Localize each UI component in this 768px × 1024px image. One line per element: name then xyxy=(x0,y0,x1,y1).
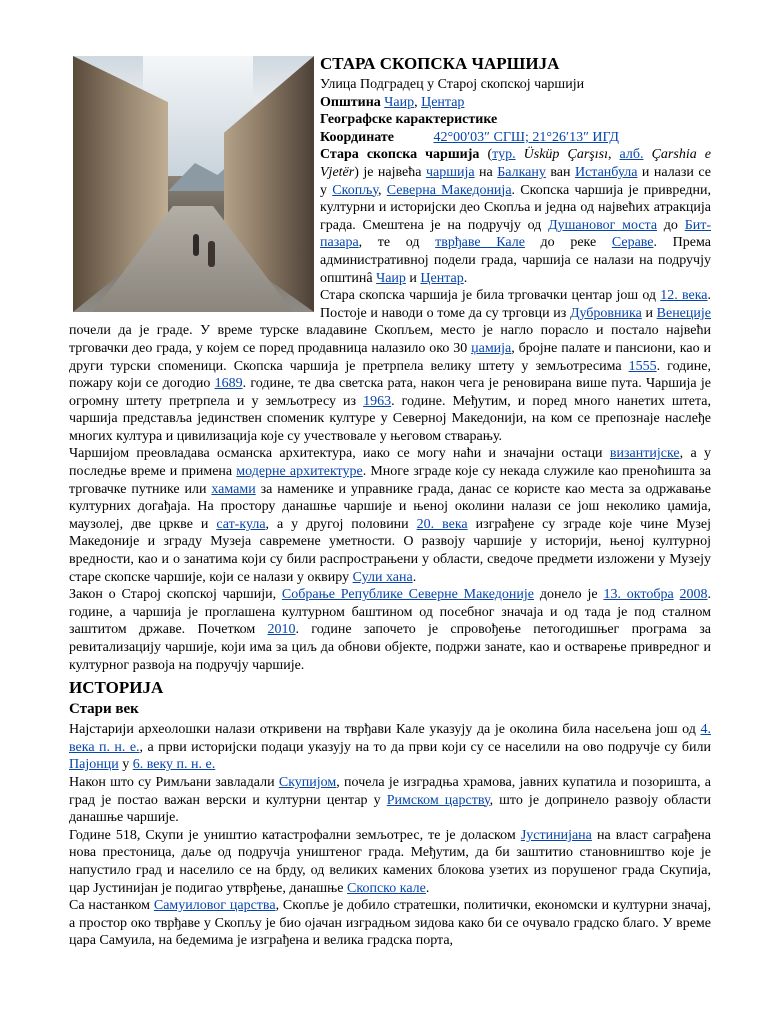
link-tur[interactable]: тур. xyxy=(492,147,516,163)
infobox-title: СТАРА СКОПСКА ЧАРШИЈА xyxy=(320,54,560,73)
lead-term: Стара скопска чаршија xyxy=(320,147,480,163)
link-modern-architecture[interactable]: модерне архитектуре xyxy=(236,464,363,480)
link-suli-han[interactable]: Сули хана xyxy=(352,569,413,585)
link-paeonians[interactable]: Пајонци xyxy=(69,757,119,773)
link-2008[interactable]: 2008 xyxy=(679,587,708,603)
link-assembly[interactable]: Собрање Републике Северне Македоније xyxy=(281,587,535,603)
link-1963[interactable]: 1963 xyxy=(363,393,392,409)
history-paragraph-4: Са настанком Самуиловог царства, Скопље је добило стратешки, политички, економски и културни значај, а простор око тврђаве у Скопљу је био ојачан изградњом зидова како би се очувало градско благо. У време цара Самуила, на бедемима је изграђена и велика градска порта, xyxy=(69,898,711,949)
link-balkan[interactable]: Балкану xyxy=(497,164,546,180)
link-chair[interactable]: Чаир xyxy=(384,94,415,110)
intro-paragraph-1: Стара скопска чаршија (тур. Üsküp Çarşısı, алб. Çarshia e Vjetër) је највећа чаршија на Балкану ван Истанбула и налази се у Скопљу, Северна Македонија. Скопска чаршија је привредни, културни и историјски део Скопља и једна од највећих атракција града. Смештена је на подручју од Душановог моста до Бит-пазара, те од тврђаве Кале до реке Сераве. Према административној подели града, чаршија се налази на подручју општинâ Чаир и Центар. xyxy=(320,147,711,286)
link-byzantine[interactable]: византијске xyxy=(609,446,680,462)
link-20th-century[interactable]: 20. века xyxy=(416,516,468,532)
link-6th-century-bc[interactable]: 6. веку п. н. е. xyxy=(132,757,216,773)
link-justinian[interactable]: Јустинијана xyxy=(520,827,592,843)
link-4th-century-bc[interactable]: 4. века п. н. е. xyxy=(69,722,711,755)
municipality-row: Општина Чаир, Центар xyxy=(320,94,465,110)
link-centar[interactable]: Центар xyxy=(421,94,465,110)
coords-label: Координате xyxy=(320,129,394,145)
geo-heading: Географске карактеристике xyxy=(320,112,498,128)
link-north-macedonia[interactable]: Северна Македонија xyxy=(386,182,512,198)
history-heading: ИСТОРИЈА xyxy=(69,678,164,698)
history-paragraph-1: Најстарији археолошки налази откривени на тврђави Кале указују да је околина била насељена још од 4. века п. н. е., а први историјски подаци указују на то да први који су се населили на ово подручје су били Пајонци у 6. веку п. н. е. xyxy=(69,722,711,773)
link-dubrovnik[interactable]: Дубровника xyxy=(569,305,642,321)
link-hammams[interactable]: хамами xyxy=(211,481,256,497)
ancient-era-heading: Стари век xyxy=(69,701,139,718)
link-centar-2[interactable]: Центар xyxy=(420,270,464,286)
link-scupi[interactable]: Скупијом xyxy=(278,774,337,790)
link-istanbul[interactable]: Истанбула xyxy=(574,164,638,180)
link-alb[interactable]: алб. xyxy=(619,147,644,163)
turkish-name: Üsküp Çarşısı xyxy=(523,147,608,163)
coords-link[interactable]: 42°00′03″ СГШ; 21°26′13″ ИГД xyxy=(433,129,619,145)
intro-paragraph-3: Чаршијом преовладава османска архитектура, иако се могу наћи и значајни остаци византијске, а у последње време и примена модерне архитектуре. Многе зграде које су некада служиле као преноћишта за трговачке путнике или хамами за наменике и управнике града, данас се користе као места за одржавање културних догађаја. На простору данашње чаршије и њеној околини налази се још неколико џамија, маузолеј, две цркве и сат-кула, а у другој половини 20. века изграђене су зграде које чине Музеј Македоније и зграду Музеја савремене уметности. О развоју чаршије у историји, њеној културној вредности, као и о занатима који су били распрострањени у области, сведоче предмети изложени у Музеју старе скопске чаршије, који се налази у оквиру Сули хана. xyxy=(69,446,712,585)
link-skopje-fortress[interactable]: Скопско кале xyxy=(347,880,426,896)
link-13-october[interactable]: 13. октобра xyxy=(603,587,674,603)
link-venice[interactable]: Венеције xyxy=(656,305,711,321)
history-paragraph-3: Године 518, Скупи је уништио катастрофални земљотрес, те је доласком Јустинијана на власт саграђена нова престоница, даље од подручја уништеног града. Међутим, да би заштитио становништво које је напустило град и населило се на брду, од великих камених блокова узетих из порушеног града Скупија, цар Јустинијан је подигао утврђење, данашње Скопско кале. xyxy=(69,827,711,896)
link-dusan-bridge[interactable]: Душановог моста xyxy=(548,217,658,233)
article xyxy=(69,52,711,950)
link-skopje[interactable]: Скопљу xyxy=(332,182,378,198)
link-kale-fortress[interactable]: тврђаве Кале xyxy=(435,235,525,251)
link-bit-pazar[interactable]: Бит-пазара xyxy=(320,217,711,251)
link-charshija[interactable]: чаршија xyxy=(425,164,475,180)
link-chair-2[interactable]: Чаир xyxy=(376,270,406,286)
link-serava[interactable]: Сераве xyxy=(611,235,654,251)
history-paragraph-2: Након што су Римљани завладали Скупијом, почела је изградња храмова, јавних купатила и позоришта, а град је постао важан верски и културни центар у Римском царству, што је допринело развоју области данашње чаршије. xyxy=(69,774,711,826)
street-photo xyxy=(73,56,314,312)
link-clock-tower[interactable]: сат-кула xyxy=(216,516,266,532)
link-2010[interactable]: 2010 xyxy=(267,622,296,638)
link-1689[interactable]: 1689 xyxy=(214,376,243,392)
photo-caption: Улица Подградец у Старој скопској чаршији xyxy=(320,77,585,92)
albanian-name: Çarshia e Vjetër xyxy=(320,147,711,180)
link-1555[interactable]: 1555 xyxy=(628,358,657,374)
link-roman-empire[interactable]: Римском царству xyxy=(386,792,490,808)
link-12th-century[interactable]: 12. века xyxy=(660,288,708,304)
municipality-label: Општина xyxy=(320,94,381,110)
intro-paragraph-4: Закон о Старој скопској чаршији, Собрање Републике Северне Македоније донело је 13. октобра 2008. године, а чаршија је проглашена културном баштином од посебног значаја и од тада је под сталном заштитом државе. Почетком 2010. године започето је спровођење петогодишњег програма за ревитализацију чаршије, који има за циљ да обнови објекте, подржи занате, као и остварење привредног и културног развоја на подручју чаршије. xyxy=(69,587,712,673)
intro-paragraph-2: Стара скопска чаршија је била трговачки центар још од 12. века. Постоје и наводи о томе да су трговци из Дубровника и Венеције почели да је граде. У време турске владавине Скопљем, место је нагло порасло и постало највећи трговачки део града, у којем се поред продавница налазило око 30 џамија, бројне палате и пансиони, као и други турски споменици. Скопска чаршија је претрпела велику штету у земљотресима 1555. године, пожару који се догодио 1689. године, те два светска рата, након чега је реновирана више пута. Чаршија је огромну штету претрпела и у земљотресу из 1963. године. Међутим, и поред много нанетих штета, чаршија представља јединствен споменик културе у Северној Македонији, на ком се препознаје наслеђе многих култура и цивилизација које су учествовале у његовом стварању. xyxy=(69,288,711,444)
link-samuel-empire[interactable]: Самуиловог царства xyxy=(153,898,276,914)
link-mosques[interactable]: џамија xyxy=(471,340,512,356)
